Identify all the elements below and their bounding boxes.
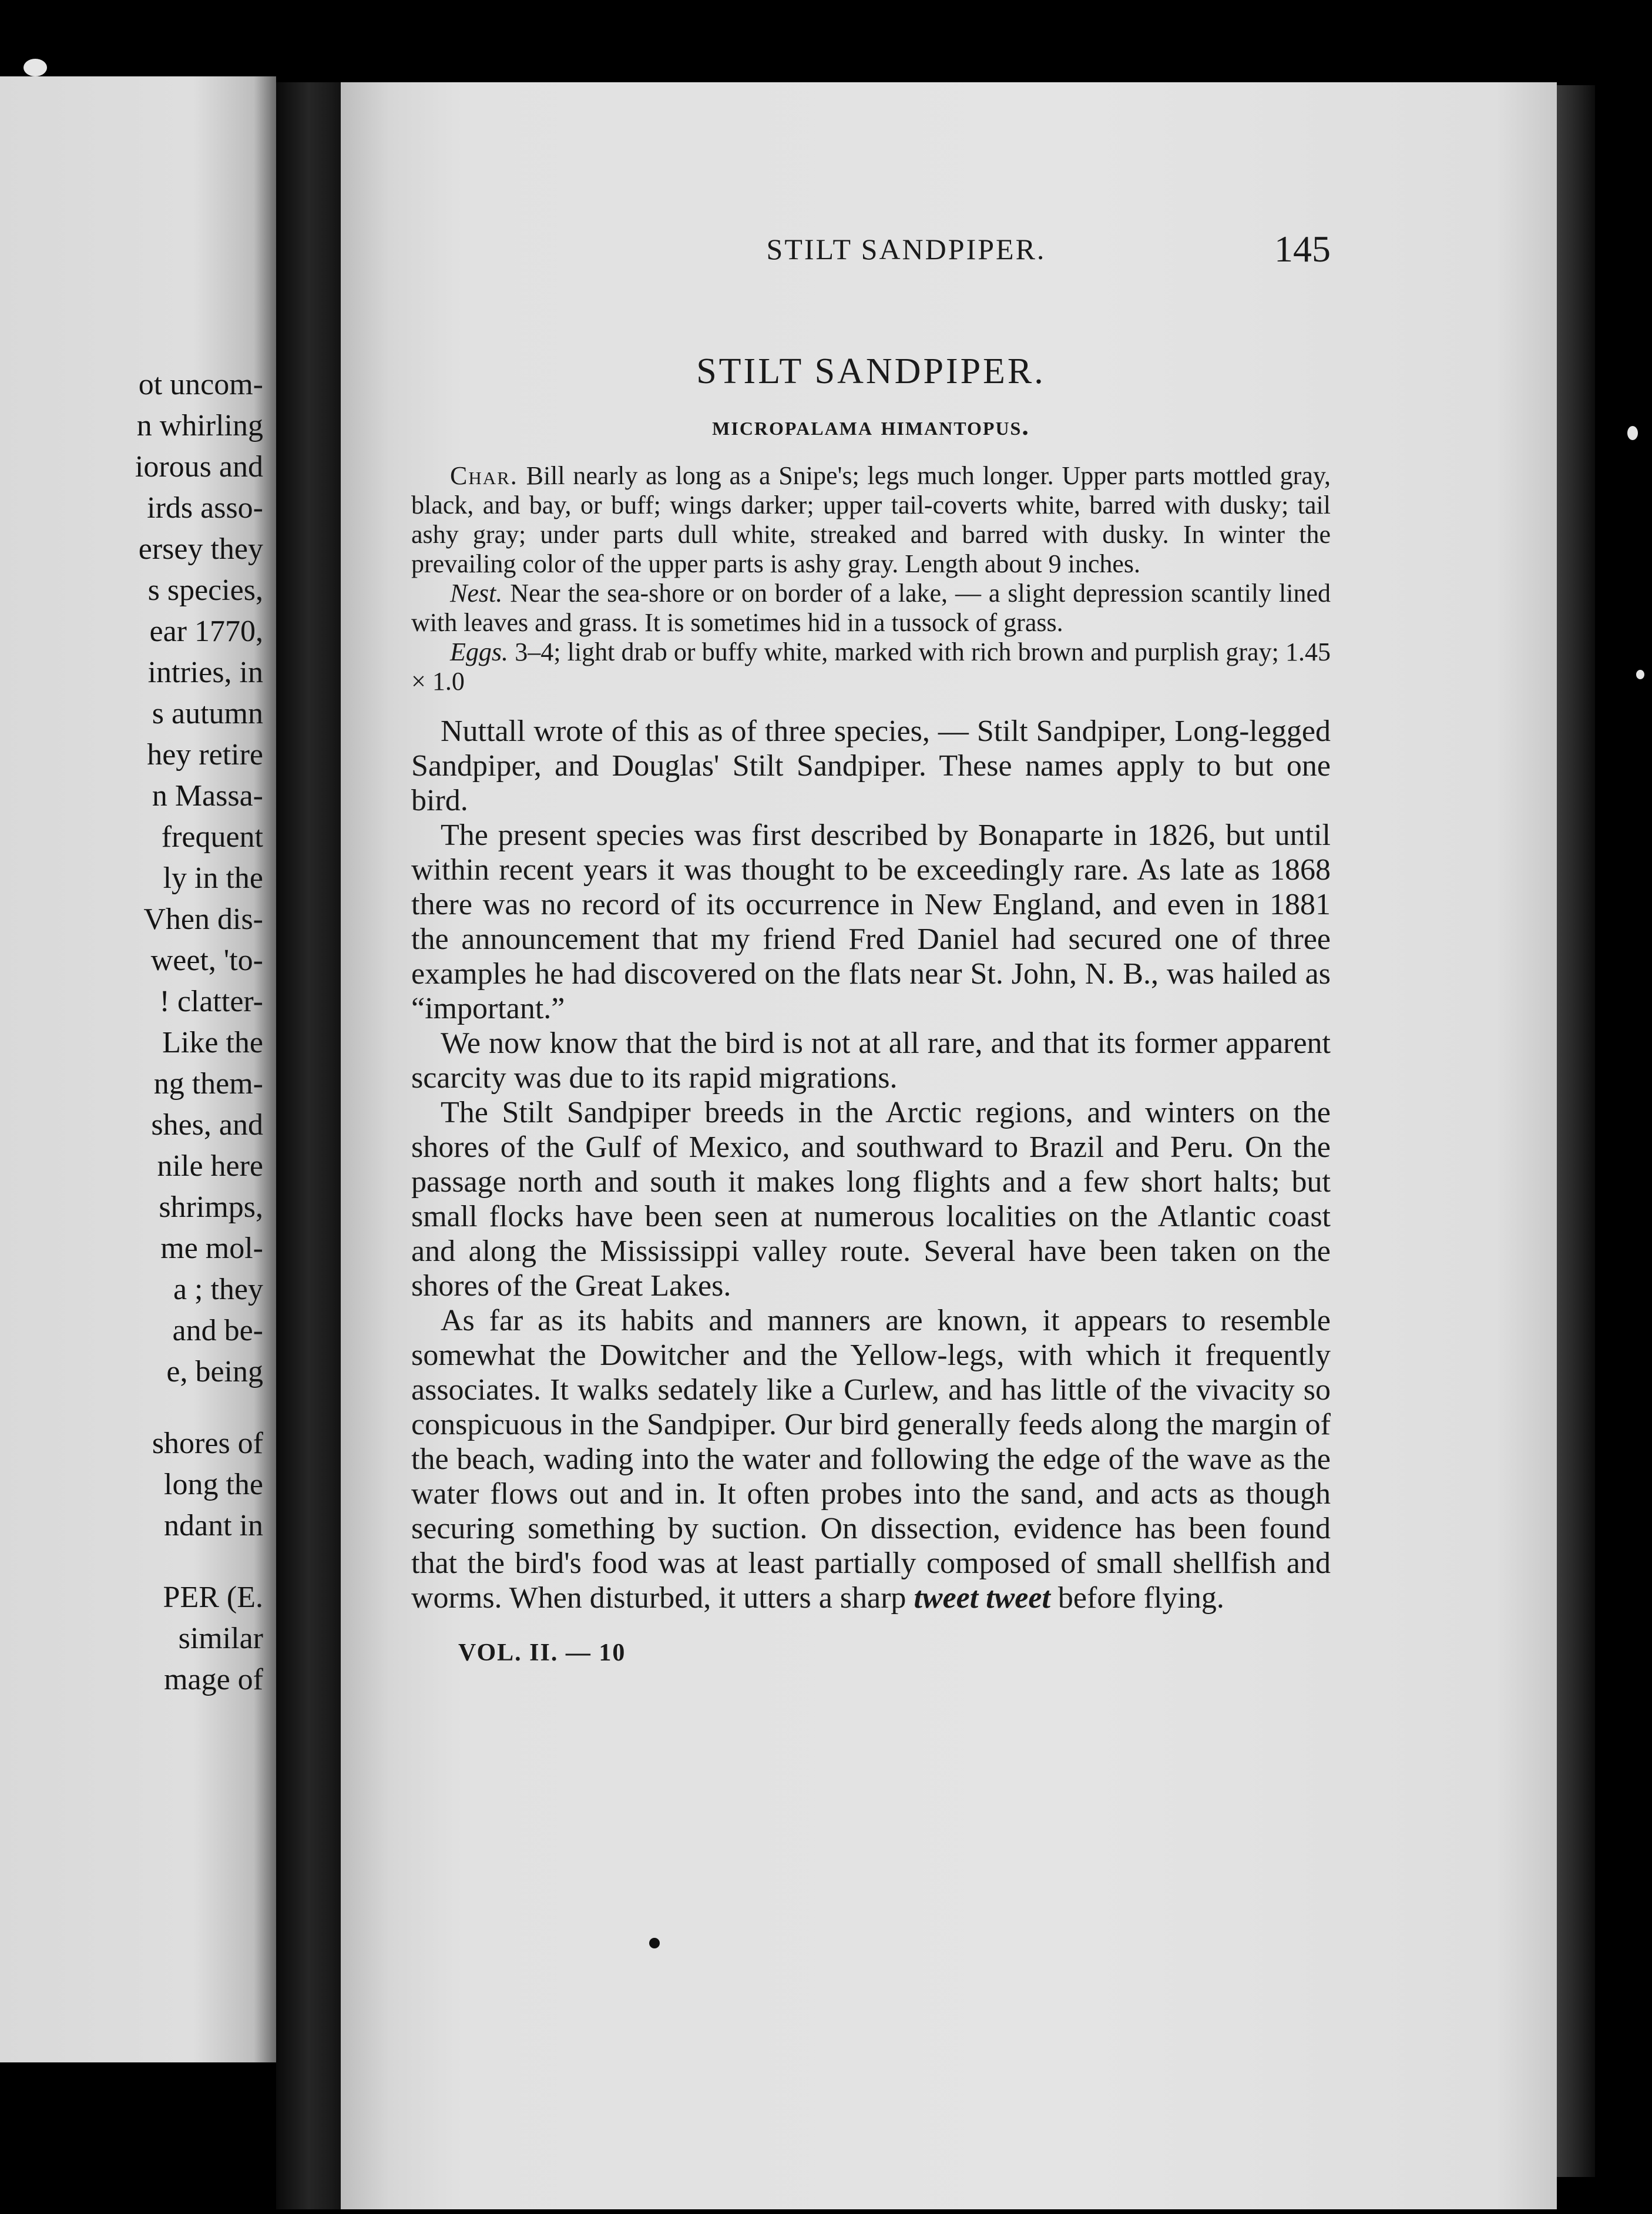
running-head — [411, 228, 1331, 285]
previous-page-line: s species, — [147, 573, 263, 607]
final-paragraph-end: before flying. — [1057, 1581, 1224, 1615]
eggs-label: Eggs. — [450, 638, 508, 666]
previous-page-line: irds asso- — [147, 491, 263, 525]
nest-text: Near the sea-shore or on border of a lake, — a slight depression scantily lined with leaves and grass. It is sometimes hid in a tussock of grass. — [411, 579, 1331, 637]
final-paragraph-text: As far as its habits and manners are known, it appears to resemble somewhat the Dowitcher and the Yellow-legs, with which it frequently associates. It walks sedately like a Curlew, and has little of the vivacity so conspicuous in the Sandpiper. Our bird generally feeds along the margin of the beach, wading into the water and following the edge of the wave as the water flows out and in. It often probes into the sand, and acts as though securing something by suction. On dissection, evidence has been found that the bird's food was at least partially composed of small shellfish and worms. When disturbed, it utters a sharp — [411, 1304, 1331, 1615]
nest-label: Nest. — [450, 579, 503, 608]
previous-page-text — [0, 364, 263, 1700]
characters-paragraph — [411, 461, 1331, 579]
page-stack-edge — [1557, 85, 1595, 2177]
eggs-paragraph — [411, 638, 1331, 696]
ink-speck — [649, 1938, 660, 1948]
previous-page-line: similar — [178, 1622, 263, 1655]
previous-page-line: shrimps, — [159, 1190, 263, 1224]
previous-page-line: PER (E. — [163, 1581, 263, 1614]
previous-page-line: ot uncom- — [138, 368, 263, 401]
body-paragraph-final — [411, 1303, 1331, 1615]
signature-mark: VOL. II. — 10 — [458, 1639, 626, 1666]
previous-page-line: Vhen dis- — [143, 903, 263, 936]
previous-page-line: ear 1770, — [149, 615, 263, 648]
characters-label: Char. — [450, 461, 518, 490]
characters-text: Bill nearly as long as a Snipe's; legs much longer. Upper parts mottled gray, black, and bay, or buff; wings darker; upper tail-coverts white, barred with dusky; tail ashy gray; under parts dull white, streaked and barred with dusky. In winter the prevailing color of the upper parts is ashy gray. Length about 9 inches. — [411, 461, 1331, 578]
scan-artifact — [1636, 670, 1644, 679]
previous-page-line: mage of — [164, 1663, 263, 1696]
previous-page-line: frequent — [161, 820, 263, 854]
previous-page-line: me mol- — [160, 1232, 263, 1265]
previous-page-line: hey retire — [147, 738, 263, 771]
previous-page-line: a ; they — [173, 1273, 263, 1306]
previous-page-line: and be- — [172, 1314, 263, 1347]
running-title: STILT SANDPIPER. — [766, 233, 1046, 266]
body-paragraph: Nuttall wrote of this as of three species, — Stilt Sandpiper, Long-legged Sandpiper, and Douglas' Stilt Sandpiper. These names apply to but one bird. — [411, 714, 1331, 817]
bird-call: tweet tweet — [914, 1581, 1050, 1615]
previous-page-line: ndant in — [164, 1509, 263, 1542]
body-text — [411, 714, 1331, 1615]
previous-page-line: long the — [164, 1468, 263, 1501]
previous-page-line: iorous and — [135, 450, 263, 484]
page-content — [411, 228, 1331, 1667]
previous-page-line: n Massa- — [152, 779, 263, 813]
previous-page-line: ! clatter- — [159, 985, 263, 1018]
previous-page-line: Like the — [162, 1026, 263, 1059]
eggs-text: 3–4; light drab or buffy white, marked with rich brown and purplish gray; 1.45 × 1.0 — [411, 638, 1331, 696]
previous-page-line: intries, in — [147, 656, 263, 689]
species-title: STILT SANDPIPER. — [696, 351, 1046, 391]
current-page — [341, 82, 1557, 2209]
previous-page-line: nile here — [157, 1149, 263, 1183]
previous-page-line: n whirling — [136, 409, 263, 442]
scan-artifact — [23, 59, 47, 76]
scientific-name: micropalama himantopus. — [712, 411, 1030, 441]
previous-page — [0, 76, 276, 2062]
previous-page-line: weet, 'to- — [150, 944, 263, 977]
previous-page-line: s autumn — [152, 697, 263, 730]
body-paragraph: We now know that the bird is not at all rare, and that its former apparent scarcity was due to its rapid migrations. — [411, 1027, 1331, 1095]
species-description — [411, 461, 1331, 696]
previous-page-line: ng them- — [153, 1067, 263, 1101]
previous-page-line: ly in the — [163, 861, 263, 895]
previous-page-line: e, being — [166, 1355, 263, 1388]
scan-artifact — [1627, 426, 1638, 440]
body-paragraph: The Stilt Sandpiper breeds in the Arctic regions, and winters on the shores of the Gulf of Mexico, and southward to Brazil and Peru. On the passage north and south it makes long flights and a few short halts; but small flocks have been seen at numerous localities on the Atlantic coast and along the Mississippi valley route. Several have been taken on the shores of the Great Lakes. — [411, 1096, 1331, 1303]
previous-page-line: ersey they — [138, 532, 263, 566]
page-number: 145 — [1274, 228, 1331, 270]
previous-page-line: shores of — [152, 1427, 263, 1460]
previous-page-line: shes, and — [151, 1108, 263, 1142]
body-paragraph: The present species was first described by Bonaparte in 1826, but until within recent years it was thought to be exceedingly rare. As late as 1868 there was no record of its occurrence in New England, and even in 1881 the announcement that my friend Fred Daniel had secured one of three examples he had discovered on the flats near St. John, N. B., was hailed as “important.” — [411, 818, 1331, 1025]
nest-paragraph — [411, 579, 1331, 638]
